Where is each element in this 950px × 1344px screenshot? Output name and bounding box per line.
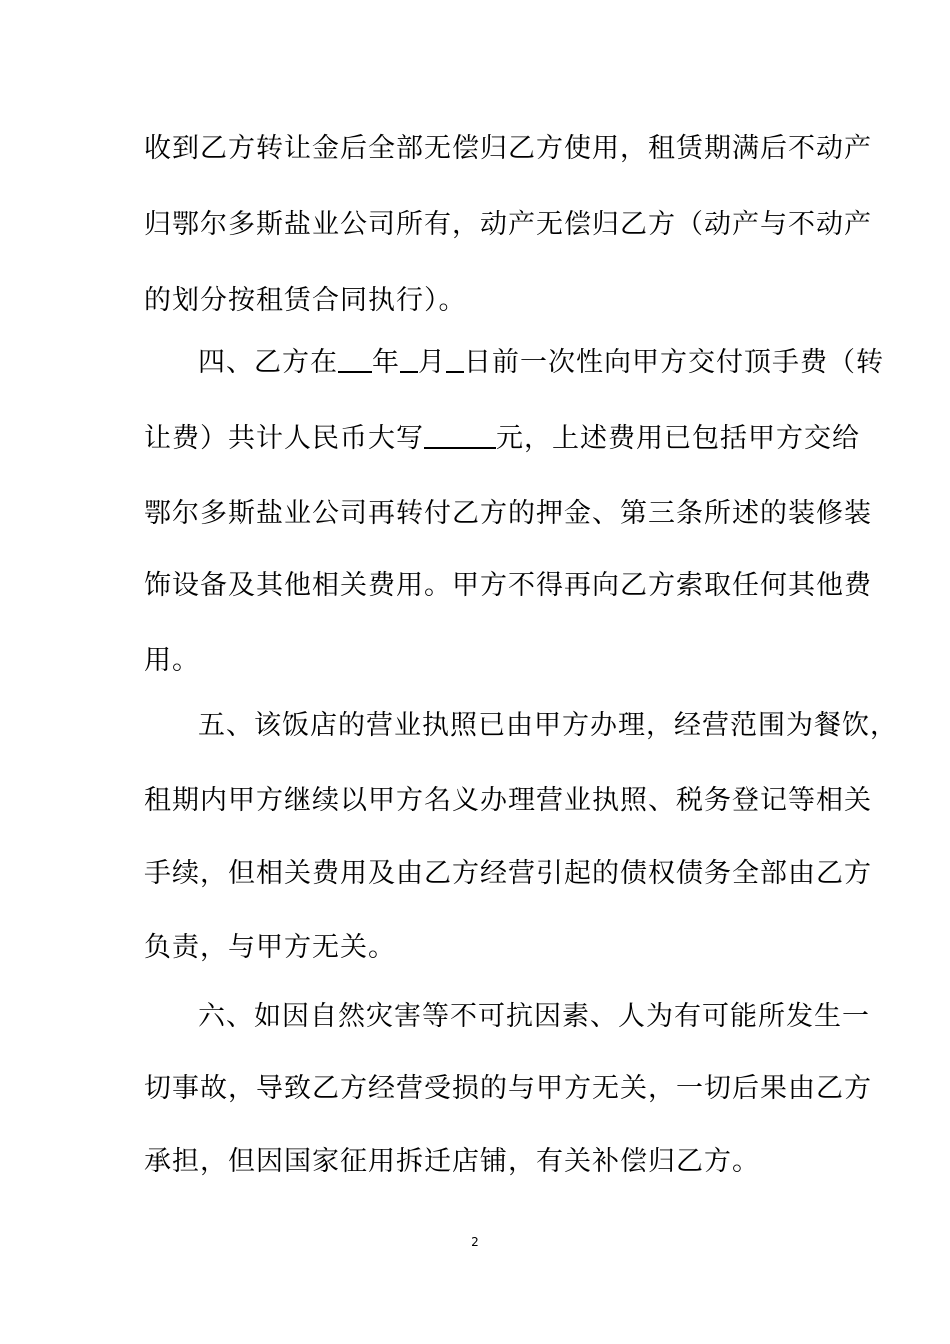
clause-4-text: 四、乙方在: [198, 347, 338, 378]
clause-6-line-1: 六、如因自然灾害等不可抗因素、人为有可能所发生一: [198, 1001, 870, 1032]
body-line: 鄂尔多斯盐业公司再转付乙方的押金、第三条所述的装修装: [144, 498, 872, 529]
year-blank: [338, 345, 372, 373]
clause-4-line-1: [198, 343, 884, 383]
body-line: 租期内甲方继续以甲方名义办理营业执照、税务登记等相关: [144, 785, 872, 816]
clause-4-text: 元，上述费用已包括甲方交给: [496, 423, 860, 454]
body-line: 收到乙方转让金后全部无偿归乙方使用，租赁期满后不动产: [144, 133, 872, 164]
day-blank: [446, 345, 464, 373]
body-line: 切事故，导致乙方经营受损的与甲方无关，一切后果由乙方: [144, 1073, 872, 1104]
amount-blank: [424, 421, 496, 449]
clause-5-line-1: 五、该饭店的营业执照已由甲方办理，经营范围为餐饮，: [198, 710, 898, 741]
month-blank: [400, 345, 418, 373]
month-label: 月: [418, 347, 446, 378]
body-line: 饰设备及其他相关费用。甲方不得再向乙方索取任何其他费: [144, 570, 872, 601]
clause-4-text: 日前一次性向甲方交付顶手费（转: [464, 347, 884, 378]
body-line: 承担，但因国家征用拆迁店铺，有关补偿归乙方。: [144, 1146, 760, 1177]
clause-4-text: 让费）共计人民币大写: [144, 423, 424, 454]
body-line: 归鄂尔多斯盐业公司所有，动产无偿归乙方（动产与不动产: [144, 209, 872, 240]
year-label: 年: [372, 347, 400, 378]
body-line: 用。: [144, 645, 200, 676]
page-number: 2: [471, 1235, 479, 1249]
body-line: 的划分按租赁合同执行）。: [144, 285, 467, 316]
body-line: 手续，但相关费用及由乙方经营引起的债权债务全部由乙方: [144, 858, 872, 889]
clause-4-line-2: [144, 419, 860, 459]
body-line: 负责，与甲方无关。: [144, 932, 396, 963]
